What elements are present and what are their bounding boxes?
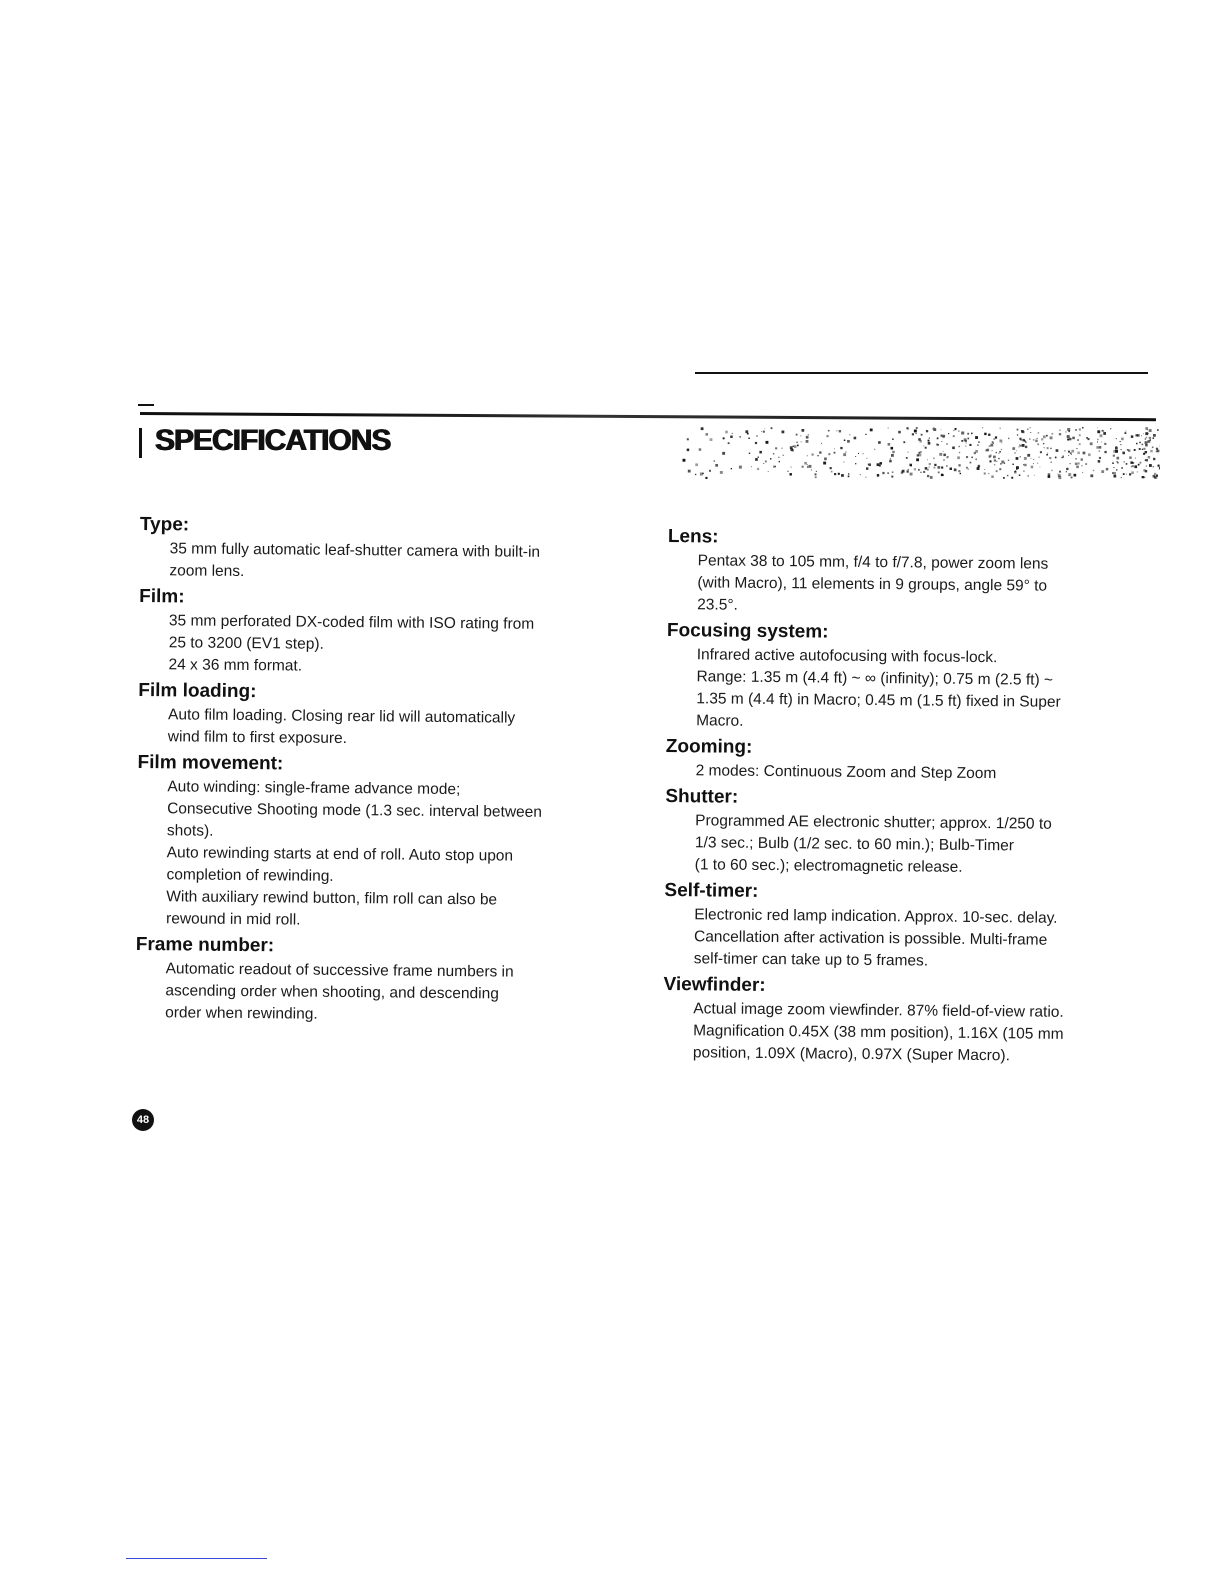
spec-text: Consecutive Shooting mode (1.3 sec. interval between: [167, 800, 543, 821]
spec-text: Auto film loading. Closing rear lid will automatically: [167, 706, 516, 727]
spec-block: [663, 972, 1144, 1069]
spec-text: 1/3 sec.; Bulb (1/2 sec. to 60 min.); Bulb-Timer: [694, 834, 1015, 855]
spec-text: Macro.: [696, 712, 744, 730]
spec-label: Film loading:: [138, 679, 257, 703]
spec-label: Type:: [139, 513, 190, 536]
spec-block: [138, 678, 619, 753]
bottom-rule: [126, 1558, 267, 1559]
spec-label: Lens:: [667, 525, 719, 548]
spec-text: Magnification 0.45X (38 mm position), 1.16X (105 mm: [693, 1022, 1064, 1043]
spec-block: [135, 932, 616, 1029]
spec-block: [139, 512, 620, 587]
spec-text: shots).: [166, 822, 214, 840]
page-title: SPECIFICATIONS: [155, 424, 391, 457]
spec-label: Viewfinder:: [663, 973, 766, 996]
spec-text: (with Macro), 11 elements in 9 groups, angle 59° to: [697, 574, 1048, 595]
corner-tick: [138, 404, 154, 406]
spec-text: ascending order when shooting, and descending: [165, 982, 499, 1003]
spec-text: Auto rewinding starts at end of roll. Auto stop upon: [166, 844, 514, 865]
spec-text: With auxiliary rewind button, film roll can also be: [166, 888, 498, 909]
spec-text: order when rewinding.: [165, 1004, 318, 1023]
right-spec-column: [663, 524, 1148, 1071]
spec-label: Shutter:: [665, 785, 739, 808]
spec-label: Film movement:: [137, 751, 284, 775]
spec-label: Film:: [139, 585, 185, 608]
spec-text: Auto winding: single-frame advance mode;: [167, 778, 461, 799]
header-rule: [140, 412, 1156, 421]
spec-label: Self-timer:: [664, 879, 759, 902]
spec-text: 25 to 3200 (EV1 step).: [168, 634, 324, 653]
page-number: 48: [132, 1109, 154, 1131]
spec-text: 2 modes: Continuous Zoom and Step Zoom: [695, 762, 997, 783]
spec-block: [667, 524, 1148, 621]
spec-text: 23.5°.: [697, 596, 738, 614]
spec-text: completion of rewinding.: [166, 866, 334, 885]
spec-label: Focusing system:: [666, 619, 829, 643]
spec-block: [666, 734, 1146, 787]
spec-text: Pentax 38 to 105 mm, f/4 to f/7.8, power zoom lens: [697, 552, 1049, 573]
spec-text: self-timer can take up to 5 frames.: [693, 950, 929, 970]
spec-text: 1.35 m (4.4 ft) in Macro; 0.45 m (1.5 ft) fixed in Super: [696, 690, 1061, 711]
halftone-texture: [680, 422, 1160, 482]
spec-block: [666, 618, 1147, 737]
spec-text: (1 to 60 sec.); electromagnetic release.: [694, 856, 963, 876]
spec-text: zoom lens.: [169, 562, 245, 581]
spec-text: wind film to first exposure.: [167, 728, 348, 747]
left-spec-column: [135, 512, 620, 1031]
spec-text: position, 1.09X (Macro), 0.97X (Super Macro).: [692, 1044, 1011, 1065]
spec-text: Range: 1.35 m (4.4 ft) ~ ∞ (infinity); 0.75 m (2.5 ft) ~: [696, 668, 1054, 689]
top-rule: [695, 372, 1148, 374]
spec-block: [665, 784, 1146, 881]
spec-text: Infrared active autofocusing with focus-lock.: [696, 646, 998, 667]
spec-text: Automatic readout of successive frame numbers in: [165, 960, 514, 981]
spec-text: 35 mm perforated DX-coded film with ISO rating from: [168, 612, 535, 633]
spec-text: rewound in mid roll.: [166, 910, 301, 929]
spec-block: [664, 878, 1145, 975]
spec-block: [138, 584, 619, 681]
title-bracket: [139, 428, 142, 458]
spec-text: Electronic red lamp indication. Approx. 10-sec. delay.: [694, 906, 1058, 927]
spec-text: Programmed AE electronic shutter; approx. 1/250 to: [695, 812, 1052, 833]
spec-text: 35 mm fully automatic leaf-shutter camera with built-in: [169, 540, 541, 561]
spec-label: Zooming:: [665, 735, 753, 758]
spec-text: 24 x 36 mm format.: [168, 656, 303, 675]
spec-text: Actual image zoom viewfinder. 87% field-of-view ratio.: [693, 1000, 1064, 1021]
spec-text: Cancellation after activation is possible. Multi-frame: [693, 928, 1048, 949]
spec-block: [136, 750, 618, 935]
spec-label: Frame number:: [135, 933, 275, 957]
